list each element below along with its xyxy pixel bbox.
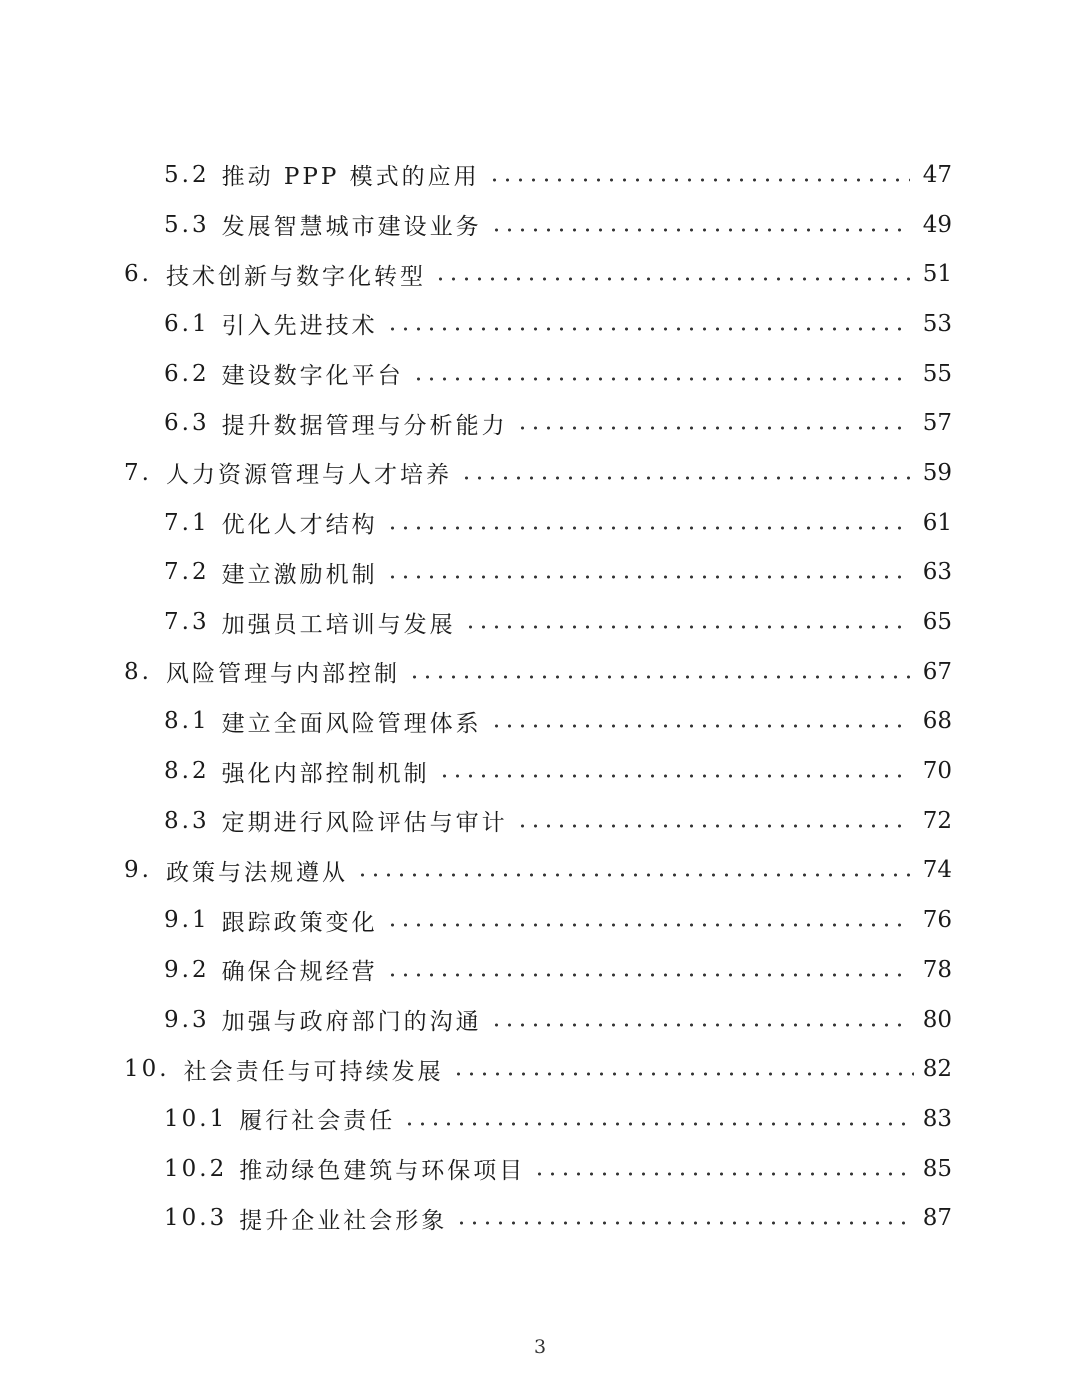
toc-section-entry — [0, 299, 1080, 349]
toc-entry-title: 风险管理与内部控制 — [165, 661, 400, 688]
toc-section-entry — [0, 697, 1080, 747]
toc-entry-page: 47 — [922, 161, 952, 188]
toc-entry-title: 加强员工培训与发展 — [221, 611, 456, 638]
toc-entry-number: 8.2 — [164, 758, 210, 785]
toc-entry-title: 履行社会责任 — [239, 1108, 396, 1135]
toc-dot-leader — [386, 972, 910, 978]
toc-section-entry — [0, 746, 1080, 796]
toc-entry-number: 5.2 — [164, 161, 210, 188]
toc-entry-title: 人力资源管理与人才培养 — [165, 462, 452, 489]
toc-entry-page: 87 — [922, 1205, 952, 1232]
toc-section-entry — [0, 895, 1080, 945]
toc-dot-leader — [412, 376, 910, 382]
toc-entry-number: 8.1 — [164, 708, 210, 735]
toc-chapter-entry — [0, 249, 1080, 299]
toc-dot-leader — [516, 823, 910, 829]
toc-section-entry — [0, 945, 1080, 995]
toc-section-entry — [0, 1094, 1080, 1144]
toc-entry-title: 技术创新与数字化转型 — [165, 263, 426, 290]
toc-entry-title: 建立激励机制 — [221, 561, 378, 588]
toc-entry-page: 83 — [922, 1105, 952, 1132]
toc-dot-leader — [452, 1071, 914, 1077]
toc-entry-title: 确保合规经营 — [221, 959, 378, 986]
toc-entry-page: 65 — [922, 609, 952, 636]
toc-entry-title: 推动绿色建筑与环保项目 — [239, 1158, 526, 1185]
toc-entry-title: 优化人才结构 — [221, 512, 378, 539]
toc-entry-number: 9.3 — [164, 1006, 210, 1033]
toc-section-entry — [0, 597, 1080, 647]
toc-entry-page: 59 — [922, 459, 952, 486]
toc-entry-number: 8.3 — [164, 807, 210, 834]
toc-entry-page: 55 — [922, 360, 952, 387]
toc-dot-leader — [403, 1121, 910, 1127]
toc-section-entry — [0, 1193, 1080, 1243]
toc-section-entry — [0, 796, 1080, 846]
toc-entry-title: 引入先进技术 — [221, 313, 378, 340]
toc-dot-leader — [490, 227, 910, 233]
toc-entry-number: 9.1 — [164, 907, 210, 934]
toc-dot-leader — [408, 674, 914, 680]
toc-section-entry — [0, 498, 1080, 548]
toc-entry-page: 63 — [922, 559, 952, 586]
toc-dot-leader — [490, 723, 910, 729]
toc-chapter-entry — [0, 647, 1080, 697]
toc-entry-title: 发展智慧城市建设业务 — [221, 214, 482, 241]
toc-section-entry — [0, 349, 1080, 399]
toc-entry-title: 定期进行风险评估与审计 — [221, 810, 508, 837]
toc-entry-number: 7.2 — [164, 559, 210, 586]
toc-entry-title: 提升企业社会形象 — [239, 1207, 448, 1234]
toc-entry-number: 10.2 — [164, 1155, 228, 1182]
toc-entry-number: 7. — [124, 459, 152, 486]
toc-entry-page: 78 — [922, 956, 952, 983]
toc-entry-number: 9. — [124, 857, 152, 884]
toc-section-entry — [0, 200, 1080, 250]
toc-entry-number: 7.3 — [164, 609, 210, 636]
toc-section-entry — [0, 1144, 1080, 1194]
toc-entry-page: 53 — [922, 310, 952, 337]
toc-section-entry — [0, 548, 1080, 598]
toc-entry-page: 85 — [922, 1155, 952, 1182]
toc-entry-page: 76 — [922, 907, 952, 934]
toc-entry-page: 49 — [922, 211, 952, 238]
toc-entry-title: 推动 PPP 模式的应用 — [221, 164, 480, 191]
page-number: 3 — [533, 1336, 547, 1358]
toc-entry-number: 7.1 — [164, 509, 210, 536]
toc-dot-leader — [533, 1171, 910, 1177]
toc-entry-page: 80 — [922, 1006, 952, 1033]
toc-entry-title: 政策与法规遵从 — [165, 859, 348, 886]
toc-chapter-entry — [0, 1044, 1080, 1094]
toc-dot-leader — [464, 624, 910, 630]
toc-entry-title: 社会责任与可持续发展 — [183, 1058, 444, 1085]
toc-entry-page: 57 — [922, 410, 952, 437]
toc-chapter-entry — [0, 846, 1080, 896]
toc-section-entry — [0, 398, 1080, 448]
toc-entry-page: 72 — [922, 807, 952, 834]
toc-entry-title: 提升数据管理与分析能力 — [221, 412, 508, 439]
toc-dot-leader — [488, 177, 910, 183]
toc-entry-title: 加强与政府部门的沟通 — [221, 1009, 482, 1036]
toc-entry-number: 5.3 — [164, 211, 210, 238]
toc-dot-leader — [516, 425, 910, 431]
toc-entry-number: 8. — [124, 658, 152, 685]
toc-chapter-entry — [0, 448, 1080, 498]
toc-dot-leader — [386, 326, 910, 332]
toc-entry-number: 10. — [124, 1056, 170, 1083]
toc-dot-leader — [434, 276, 914, 282]
toc-entry-page: 68 — [922, 708, 952, 735]
toc-entry-title: 建立全面风险管理体系 — [221, 710, 482, 737]
toc-dot-leader — [455, 1220, 910, 1226]
toc-dot-leader — [386, 525, 910, 531]
toc-entry-number: 6.3 — [164, 410, 210, 437]
toc-section-entry — [0, 995, 1080, 1045]
toc-entry-number: 6. — [124, 261, 152, 288]
toc-entry-title: 跟踪政策变化 — [221, 909, 378, 936]
toc-section-entry — [0, 150, 1080, 200]
toc-entry-number: 9.2 — [164, 956, 210, 983]
toc-entry-page: 82 — [922, 1056, 952, 1083]
toc-entry-page: 61 — [922, 509, 952, 536]
toc-entry-page: 70 — [922, 758, 952, 785]
toc-dot-leader — [386, 574, 910, 580]
toc-dot-leader — [460, 475, 914, 481]
toc-entry-number: 6.1 — [164, 310, 210, 337]
table-of-contents — [0, 150, 1080, 1243]
toc-dot-leader — [490, 1022, 910, 1028]
toc-entry-number: 10.1 — [164, 1105, 228, 1132]
toc-entry-page: 67 — [922, 658, 952, 685]
toc-dot-leader — [356, 872, 914, 878]
toc-entry-page: 51 — [922, 261, 952, 288]
toc-dot-leader — [438, 773, 910, 779]
toc-entry-title: 强化内部控制机制 — [221, 760, 430, 787]
toc-entry-number: 6.2 — [164, 360, 210, 387]
toc-entry-title: 建设数字化平台 — [221, 363, 404, 390]
toc-entry-page: 74 — [922, 857, 952, 884]
toc-dot-leader — [386, 922, 910, 928]
toc-entry-number: 10.3 — [164, 1205, 228, 1232]
